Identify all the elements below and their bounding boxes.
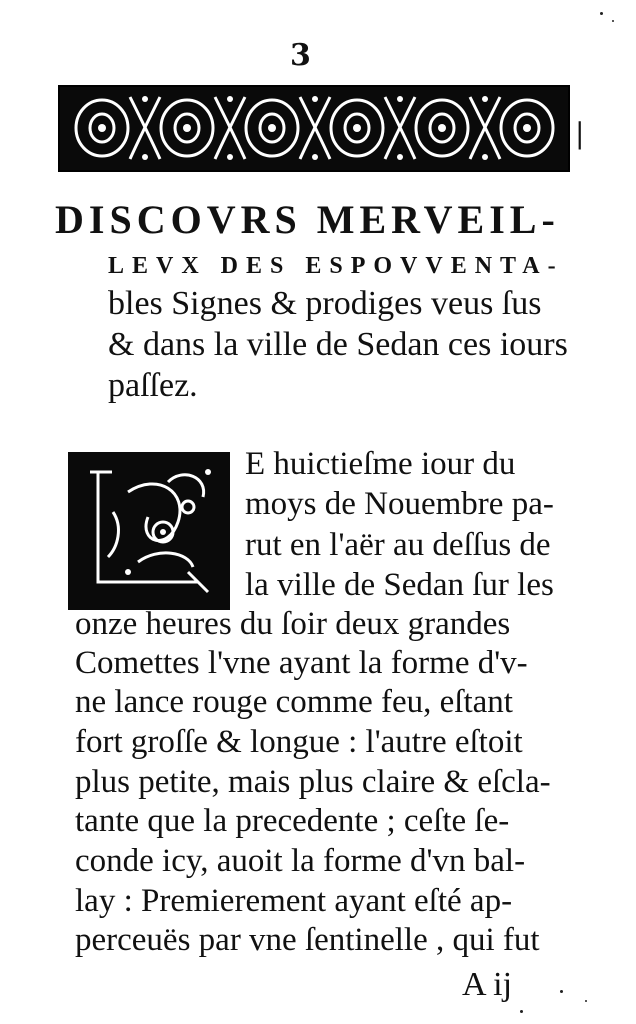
ink-speck: [560, 990, 563, 993]
body-line-3: rut en l'aër au deſſus de: [245, 527, 551, 563]
ink-speck: [585, 1000, 587, 1002]
body-line-6: Comettes l'vne ayant la forme d'v-: [75, 645, 528, 681]
title-line-5: paſſez.: [108, 367, 198, 404]
body-line-7: ne lance rouge comme feu, eſtant: [75, 684, 513, 720]
ink-speck: [600, 12, 603, 15]
title-line-3: bles Signes & prodiges veus ſus: [108, 285, 542, 322]
body-line-5: onze heures du ſoir deux grandes: [75, 606, 511, 642]
body-line-8: fort groſſe & longue : l'autre eſtoit: [75, 724, 523, 760]
title-line-4: & dans la ville de Sedan ces iours: [108, 326, 568, 363]
body-line-10: tante que la precedente ; ceſte ſe-: [75, 803, 510, 839]
title-line-2: LEVX DES ESPOVVENTA-: [108, 253, 564, 279]
signature-mark: A ij: [462, 966, 513, 1003]
title-line-1: DISCOVRS MERVEIL-: [55, 197, 560, 242]
body-line-11: conde icy, auoit la forme d'vn bal-: [75, 843, 526, 879]
ornament-header-band: [58, 85, 570, 172]
body-line-13: perceuës par vne ſentinelle , qui fut: [75, 922, 540, 958]
body-line-9: plus petite, mais plus claire & eſcla-: [75, 764, 551, 800]
decorated-initial: [68, 452, 230, 610]
body-line-1: E huictieſme iour du: [245, 446, 516, 482]
ink-speck: [520, 1010, 523, 1013]
ink-speck: [612, 20, 614, 22]
body-line-4: la ville de Sedan ſur les: [245, 567, 554, 603]
drop-cap-l-icon: [68, 452, 230, 610]
page-number: 3: [290, 38, 311, 73]
ornament-pattern-icon: [60, 87, 568, 170]
body-line-2: moys de Nouembre pa-: [245, 486, 554, 522]
body-line-12: lay : Premierement ayant eſté ap-: [75, 883, 513, 919]
margin-mark: |: [575, 117, 585, 150]
